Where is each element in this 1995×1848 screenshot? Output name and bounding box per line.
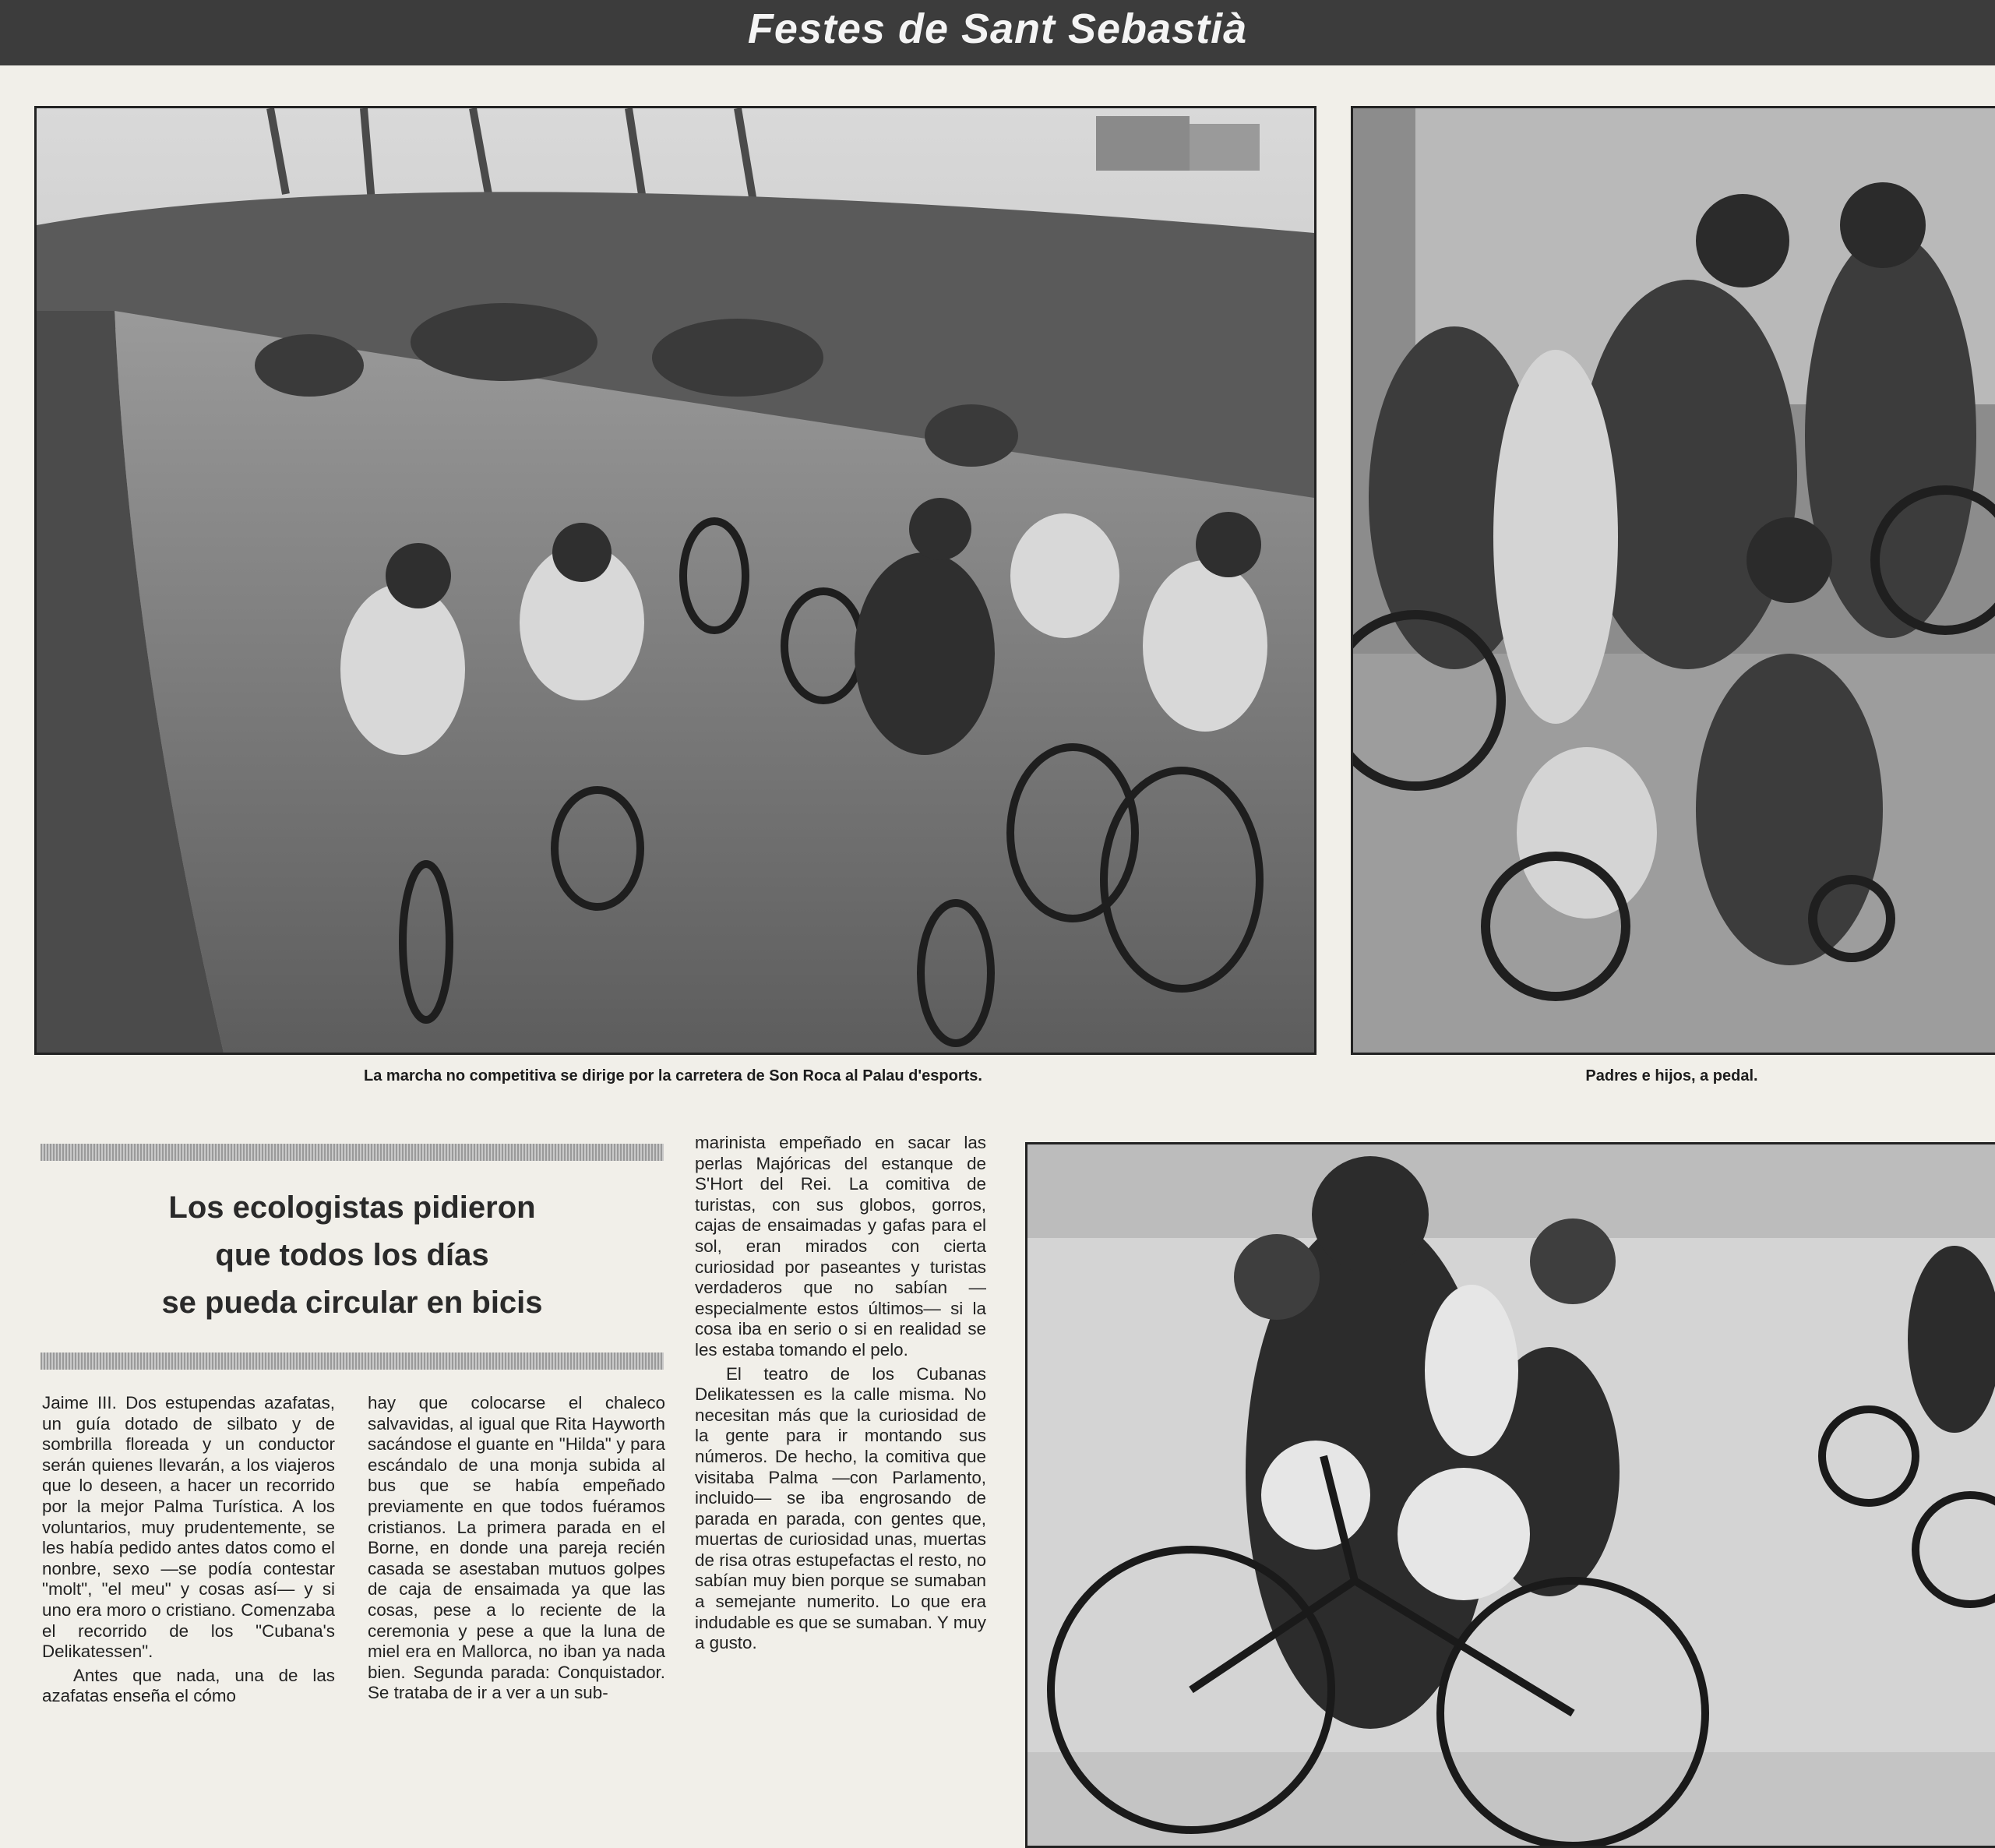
article-paragraph: marinista empeñado en sacar las perlas Majóricas del estanque de S'Hort del Rei. La comitiva de turistas, con sus globos, gorros, cajas de ensaimadas y gafas para el sol, eran mirados con cierta curiosidad por paseantes y turistas verdaderos que no sabían —especialmente estos últimos— si la cosa iba en serio o si en realidad se les estaba tomando el pelo. bbox=[695, 1133, 986, 1360]
article-column-1 bbox=[42, 1393, 335, 1845]
photo-caption-right: Padres e hijos, a pedal. bbox=[1585, 1067, 1758, 1084]
headline-line-1: Los ecologistas pidieron bbox=[168, 1190, 536, 1225]
photo-father-children-bicycle bbox=[1025, 1142, 1995, 1848]
headline-rule-top bbox=[41, 1144, 664, 1161]
headline-rule-bottom bbox=[41, 1352, 664, 1370]
article-headline bbox=[41, 1184, 664, 1327]
article-column-3 bbox=[695, 1133, 986, 1843]
headline-line-2: que todos los días bbox=[215, 1238, 489, 1272]
article-paragraph: hay que colocarse el chaleco salvavidas, al igual que Rita Hayworth sacándose el guante en "Hilda" y para escándalo de una monja subida al bus que se había empeñado previamente en que todos fuéramos cristianos. La primera parada en el Borne, en donde una pareja recién casada se asestaban mutuos golpes de caja de ensaimada ya que las cosas, pese a lo reciente de la ceremonia y pese a que la luna de miel era en Mallorca, no iban ya nada bien. Segunda parada: Conquistador. Se trataba de ir a ver a un sub- bbox=[368, 1393, 665, 1703]
photo-caption-main: La marcha no competitiva se dirige por la carretera de Son Roca al Palau d'esports. bbox=[364, 1067, 982, 1084]
headline-line-3: se pueda circular en bicis bbox=[161, 1285, 543, 1320]
article-paragraph: El teatro de los Cubanas Delikatessen es la calle misma. No necesitan más que la curiosidad de la gente para ir montando sus números. De hecho, la comitiva que visitaba Palma —con Parlamento, incluido— se iba engrosando de parada en parada, con gentes que, muertas de curiosidad unas, muertas de risa otras estupefactas el resto, no sabían muy bien porque se sumaban a semejante numerito. Lo que era indudable es que se sumaban. Y muy a gusto. bbox=[695, 1363, 986, 1653]
photo-cyclists-road bbox=[34, 106, 1316, 1055]
article-paragraph: Jaime III. Dos estupendas azafatas, un guía dotado de silbato y de sombrilla floreada y un conductor serán quienes llevarán, a los viajeros que lo deseen, a hacer un recorrido por la mejor Palma Turística. A los voluntarios, muy prudentemente, se les había pedido antes datos como el nonbre, sexo —se podía contestar "molt", "el meu" y cosas así— y si uno era moro o cristiano. Comenzaba el recorrido de los "Cubana's Delikatessen". bbox=[42, 1393, 335, 1662]
article-paragraph: Antes que nada, una de las azafatas enseña el cómo bbox=[42, 1665, 335, 1706]
section-title: Festes de Sant Sebastià bbox=[747, 5, 1248, 52]
article-column-2 bbox=[368, 1393, 665, 1845]
photo-parents-children bbox=[1351, 106, 1995, 1055]
